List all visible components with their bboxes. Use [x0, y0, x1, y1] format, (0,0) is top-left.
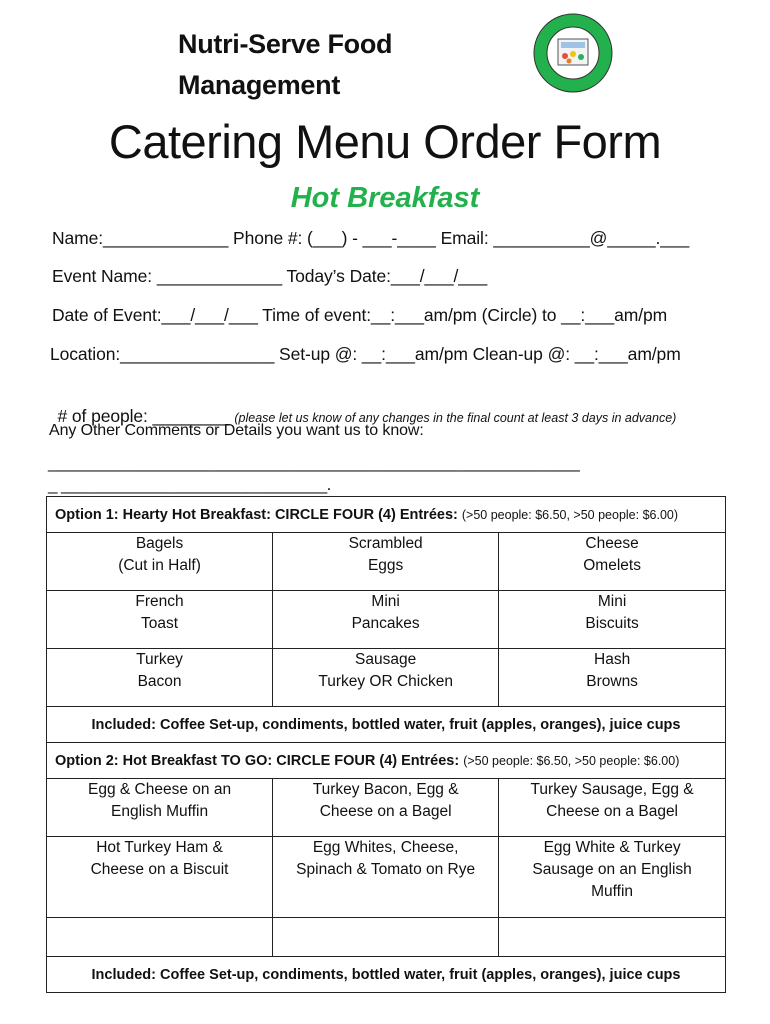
- location-setup-line[interactable]: Location:________________ Set-up @: __:___am/pm Clean-up @: __:___am/pm: [50, 344, 681, 364]
- option1-header: [47, 497, 726, 533]
- company-name: Nutri-Serve Food Management: [178, 29, 393, 100]
- menu-item[interactable]: Turkey Sausage, Egg & Cheese on a Bagel: [499, 779, 726, 837]
- option2-title: Option 2: Hot Breakfast TO GO: CIRCLE FOUR (4) Entrées:: [55, 752, 460, 769]
- comments-label: Any Other Comments or Details you want us to know:: [49, 422, 424, 439]
- menu-item[interactable]: Bagels (Cut in Half): [47, 533, 273, 591]
- option1-title: Option 1: Hearty Hot Breakfast: CIRCLE FOUR (4) Entrées:: [55, 506, 458, 523]
- option2-included: Included: Coffee Set-up, condiments, bottled water, fruit (apples, oranges), juice cups: [47, 957, 726, 993]
- option2-header: [47, 743, 726, 779]
- menu-item[interactable]: Cheese Omelets: [499, 533, 726, 591]
- menu-item[interactable]: Egg Whites, Cheese, Spinach & Tomato on Rye: [273, 837, 499, 918]
- option2-pricing: (>50 people: $6.50, >50 people: $6.00): [463, 753, 680, 768]
- contact-fields-line[interactable]: Name:_____________ Phone #: (___) - ___-____ Email: __________@_____.___: [52, 228, 690, 248]
- company-logo: [532, 12, 614, 94]
- menu-item[interactable]: Scrambled Eggs: [273, 533, 499, 591]
- event-date-time-line[interactable]: Date of Event:___/___/___ Time of event:__:___am/pm (Circle) to __:___am/pm: [52, 305, 668, 325]
- menu-item[interactable]: French Toast: [47, 591, 273, 649]
- option1-pricing: (>50 people: $6.50, >50 people: $6.00): [461, 507, 679, 522]
- menu-item-blank[interactable]: [273, 918, 499, 957]
- menu-item-blank[interactable]: [47, 918, 273, 957]
- menu-item[interactable]: Hot Turkey Ham & Cheese on a Biscuit: [47, 837, 273, 918]
- option1-included: Included: Coffee Set-up, condiments, bottled water, fruit (apples, oranges), juice cups: [47, 707, 726, 743]
- event-name-fields-line[interactable]: Event Name: _____________ Today’s Date:___/___/___: [52, 266, 488, 286]
- menu-item[interactable]: Egg White & Turkey Sausage on an English Muffin: [499, 837, 726, 918]
- menu-item[interactable]: Egg & Cheese on an English Muffin: [47, 779, 273, 837]
- comments-line-2[interactable]: _ ______________________________.: [48, 475, 331, 494]
- menu-options-table: [46, 496, 726, 993]
- menu-item[interactable]: Mini Biscuits: [499, 591, 726, 649]
- people-label: # of people: ________: [57, 406, 235, 426]
- menu-item[interactable]: Hash Browns: [499, 649, 726, 707]
- menu-title: Hot Breakfast: [290, 182, 480, 214]
- menu-item[interactable]: Turkey Bacon, Egg & Cheese on a Bagel: [273, 779, 499, 837]
- menu-item-blank[interactable]: [499, 918, 726, 957]
- menu-item[interactable]: Mini Pancakes: [273, 591, 499, 649]
- menu-item[interactable]: Turkey Bacon: [47, 649, 273, 707]
- form-title: Catering Menu Order Form: [108, 115, 662, 168]
- menu-item[interactable]: Sausage Turkey OR Chicken: [273, 649, 499, 707]
- people-note: (please let us know of any changes in the final count at least 3 days in advance): [234, 411, 677, 425]
- comments-line-1[interactable]: ____________________________________________________________: [48, 453, 580, 472]
